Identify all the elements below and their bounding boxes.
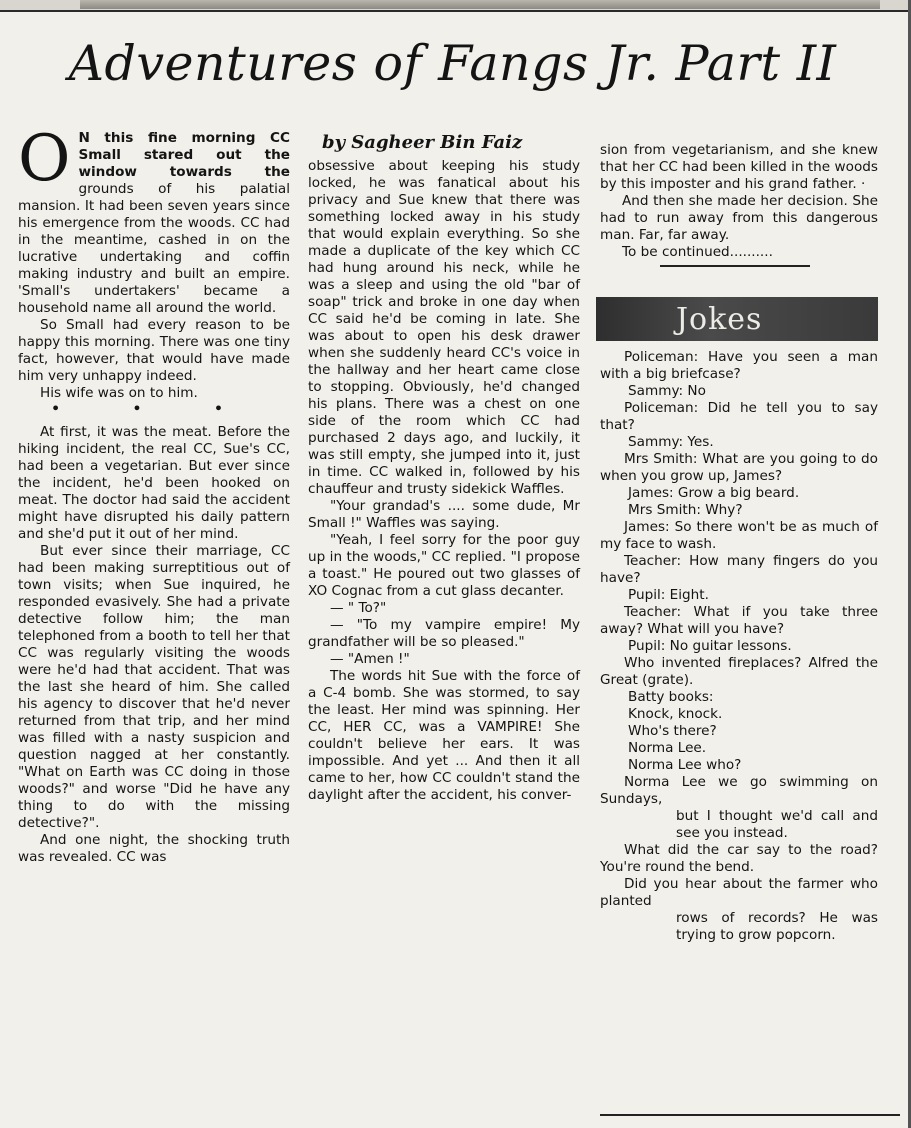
- joke-line: Policeman: Have you seen a man with a big briefcase?: [600, 349, 878, 382]
- joke-line: Knock, knock.: [628, 706, 723, 722]
- paragraph: obsessive about keeping his study locked, he was fanatical about his privacy and Sue knew that there was something locked away in his study that would explain everything. So she made a duplicate of the key which CC had hung around his neck, while he was a sleep and using the old "bar of soap" trick and broke in one day when CC said he'd be coming in late. She was about to open his desk drawer when she suddenly heard CC's voice in the hallway and her heart came close to stopping. Obviously, he'd changed his plans. There was a chest on one side of the room which CC had purchased 2 days ago, and luckily, it was still empty, she jumped into it, just in time. CC walked in, followed by his chauffeur and trusty sidekick Waffles.: [308, 158, 580, 497]
- dialogue-line: — " To?": [330, 600, 387, 616]
- joke-line: Mrs Smith: Why?: [628, 502, 743, 518]
- joke-line: Pupil: Eight.: [628, 587, 709, 603]
- paragraph: His wife was on to him.: [40, 385, 198, 401]
- continued-rule: [660, 265, 810, 267]
- joke-line: Pupil: No guitar lessons.: [628, 638, 792, 654]
- joke-line: Sammy: No: [628, 383, 706, 399]
- lead-in-text: N this fine morning CC Small stared out the window towards the: [78, 130, 290, 180]
- jokes-header-box: [596, 297, 878, 341]
- joke-line: Who invented fireplaces? Alfred the Great (grate).: [600, 655, 878, 688]
- joke-line: What did the car say to the road? You're round the bend.: [600, 842, 878, 875]
- joke-line: Sammy: Yes.: [628, 434, 714, 450]
- paragraph: The words hit Sue with the force of a C-4 bomb. She was stormed, to say the least. Her mind was spinning. Her CC, HER CC, was a VAMPIRE! She couldn't believe her ears. It was impossible. And yet ... And then it all came to her, how CC couldn't stand the daylight after the accident, his conver-: [308, 668, 580, 803]
- paragraph: So Small had every reason to be happy this morning. There was one tiny fact, however, that would have made him very unhappy indeed.: [18, 317, 290, 384]
- to-be-continued: To be continued..........: [622, 244, 773, 260]
- opening-paragraph: [18, 122, 290, 317]
- joke-line: Did you hear about the farmer who planted: [600, 876, 878, 909]
- joke-line: Norma Lee we go swimming on Sundays,: [600, 774, 878, 807]
- article-column-1: [18, 122, 290, 866]
- paragraph: "Your grandad's .... some dude, Mr Small !" Waffles was saying.: [308, 498, 580, 531]
- jokes-title: Jokes: [676, 301, 763, 337]
- article-column-3: [600, 142, 878, 944]
- joke-line: James: So there won't be as much of my face to wash.: [600, 519, 878, 552]
- headline: Adventures of Fangs Jr. Part II: [68, 35, 837, 92]
- paragraph: At first, it was the meat. Before the hiking incident, the real CC, Sue's CC, had been a vegetarian. But ever since the incident, he'd been hooked on meat. The doctor had said the accident might have disrupted his daily pattern and she'd put it out of her mind.: [18, 424, 290, 542]
- joke-line: Who's there?: [628, 723, 717, 739]
- top-band: [80, 0, 880, 9]
- top-border: [0, 0, 911, 12]
- top-rule: [0, 10, 911, 12]
- paragraph-text: grounds of his palatial mansion. It had been seven years since his emergence from the woods. CC had in the meantime, cashed in on the lucrative undertaking and coffin making industry and built an empire. 'Small's undertakers' became a household name all around the world.: [18, 181, 290, 316]
- article-column-2: [308, 130, 580, 804]
- section-break-dots: • • •: [51, 401, 257, 417]
- byline: by Sagheer Bin Faiz: [322, 132, 523, 153]
- dialogue-line: — "Amen !": [330, 651, 410, 667]
- joke-line: Norma Lee.: [628, 740, 707, 756]
- joke-line: Teacher: How many fingers do you have?: [600, 553, 878, 586]
- paragraph: And then she made her decision. She had to run away from this dangerous man. Far, far away.: [600, 193, 878, 243]
- joke-line: Batty books:: [628, 689, 714, 705]
- joke-line: but I thought we'd call and see you instead.: [676, 808, 878, 841]
- paragraph: sion from vegetarianism, and she knew that her CC had been killed in the woods by this imposter and his grand father. ·: [600, 142, 878, 192]
- joke-line: Policeman: Did he tell you to say that?: [600, 400, 878, 433]
- joke-line: Norma Lee who?: [628, 757, 742, 773]
- paragraph: But ever since their marriage, CC had been making surreptitious out of town visits; when Sue inquired, he responded evasively. She had a private detective follow him; the man telephoned from a booth to tell her that CC was regularly visiting the woods were he'd had that accident. That was the last she heard of him. She called his agency to discover that he'd never returned from that trip, and her mind was filled with a nasty suspicion and question nagged at her constantly. "What on Earth was CC doing in those woods?" and worse "Did he have any thing to do with the missing detective?".: [18, 543, 290, 831]
- bottom-rule: [600, 1114, 900, 1116]
- drop-cap: O: [18, 122, 71, 196]
- joke-line: rows of records? He was trying to grow popcorn.: [676, 910, 878, 943]
- joke-line: Teacher: What if you take three away? What will you have?: [600, 604, 878, 637]
- paragraph: And one night, the shocking truth was revealed. CC was: [18, 832, 290, 865]
- dialogue-line: — "To my vampire empire! My grandfather will be so pleased.": [308, 617, 580, 650]
- joke-line: James: Grow a big beard.: [628, 485, 800, 501]
- paragraph: "Yeah, I feel sorry for the poor guy up in the woods," CC replied. "I propose a toast." He poured out two glasses of XO Cognac from a cut glass decanter.: [308, 532, 580, 599]
- jokes-list: [600, 349, 878, 944]
- joke-line: Mrs Smith: What are you going to do when you grow up, James?: [600, 451, 878, 484]
